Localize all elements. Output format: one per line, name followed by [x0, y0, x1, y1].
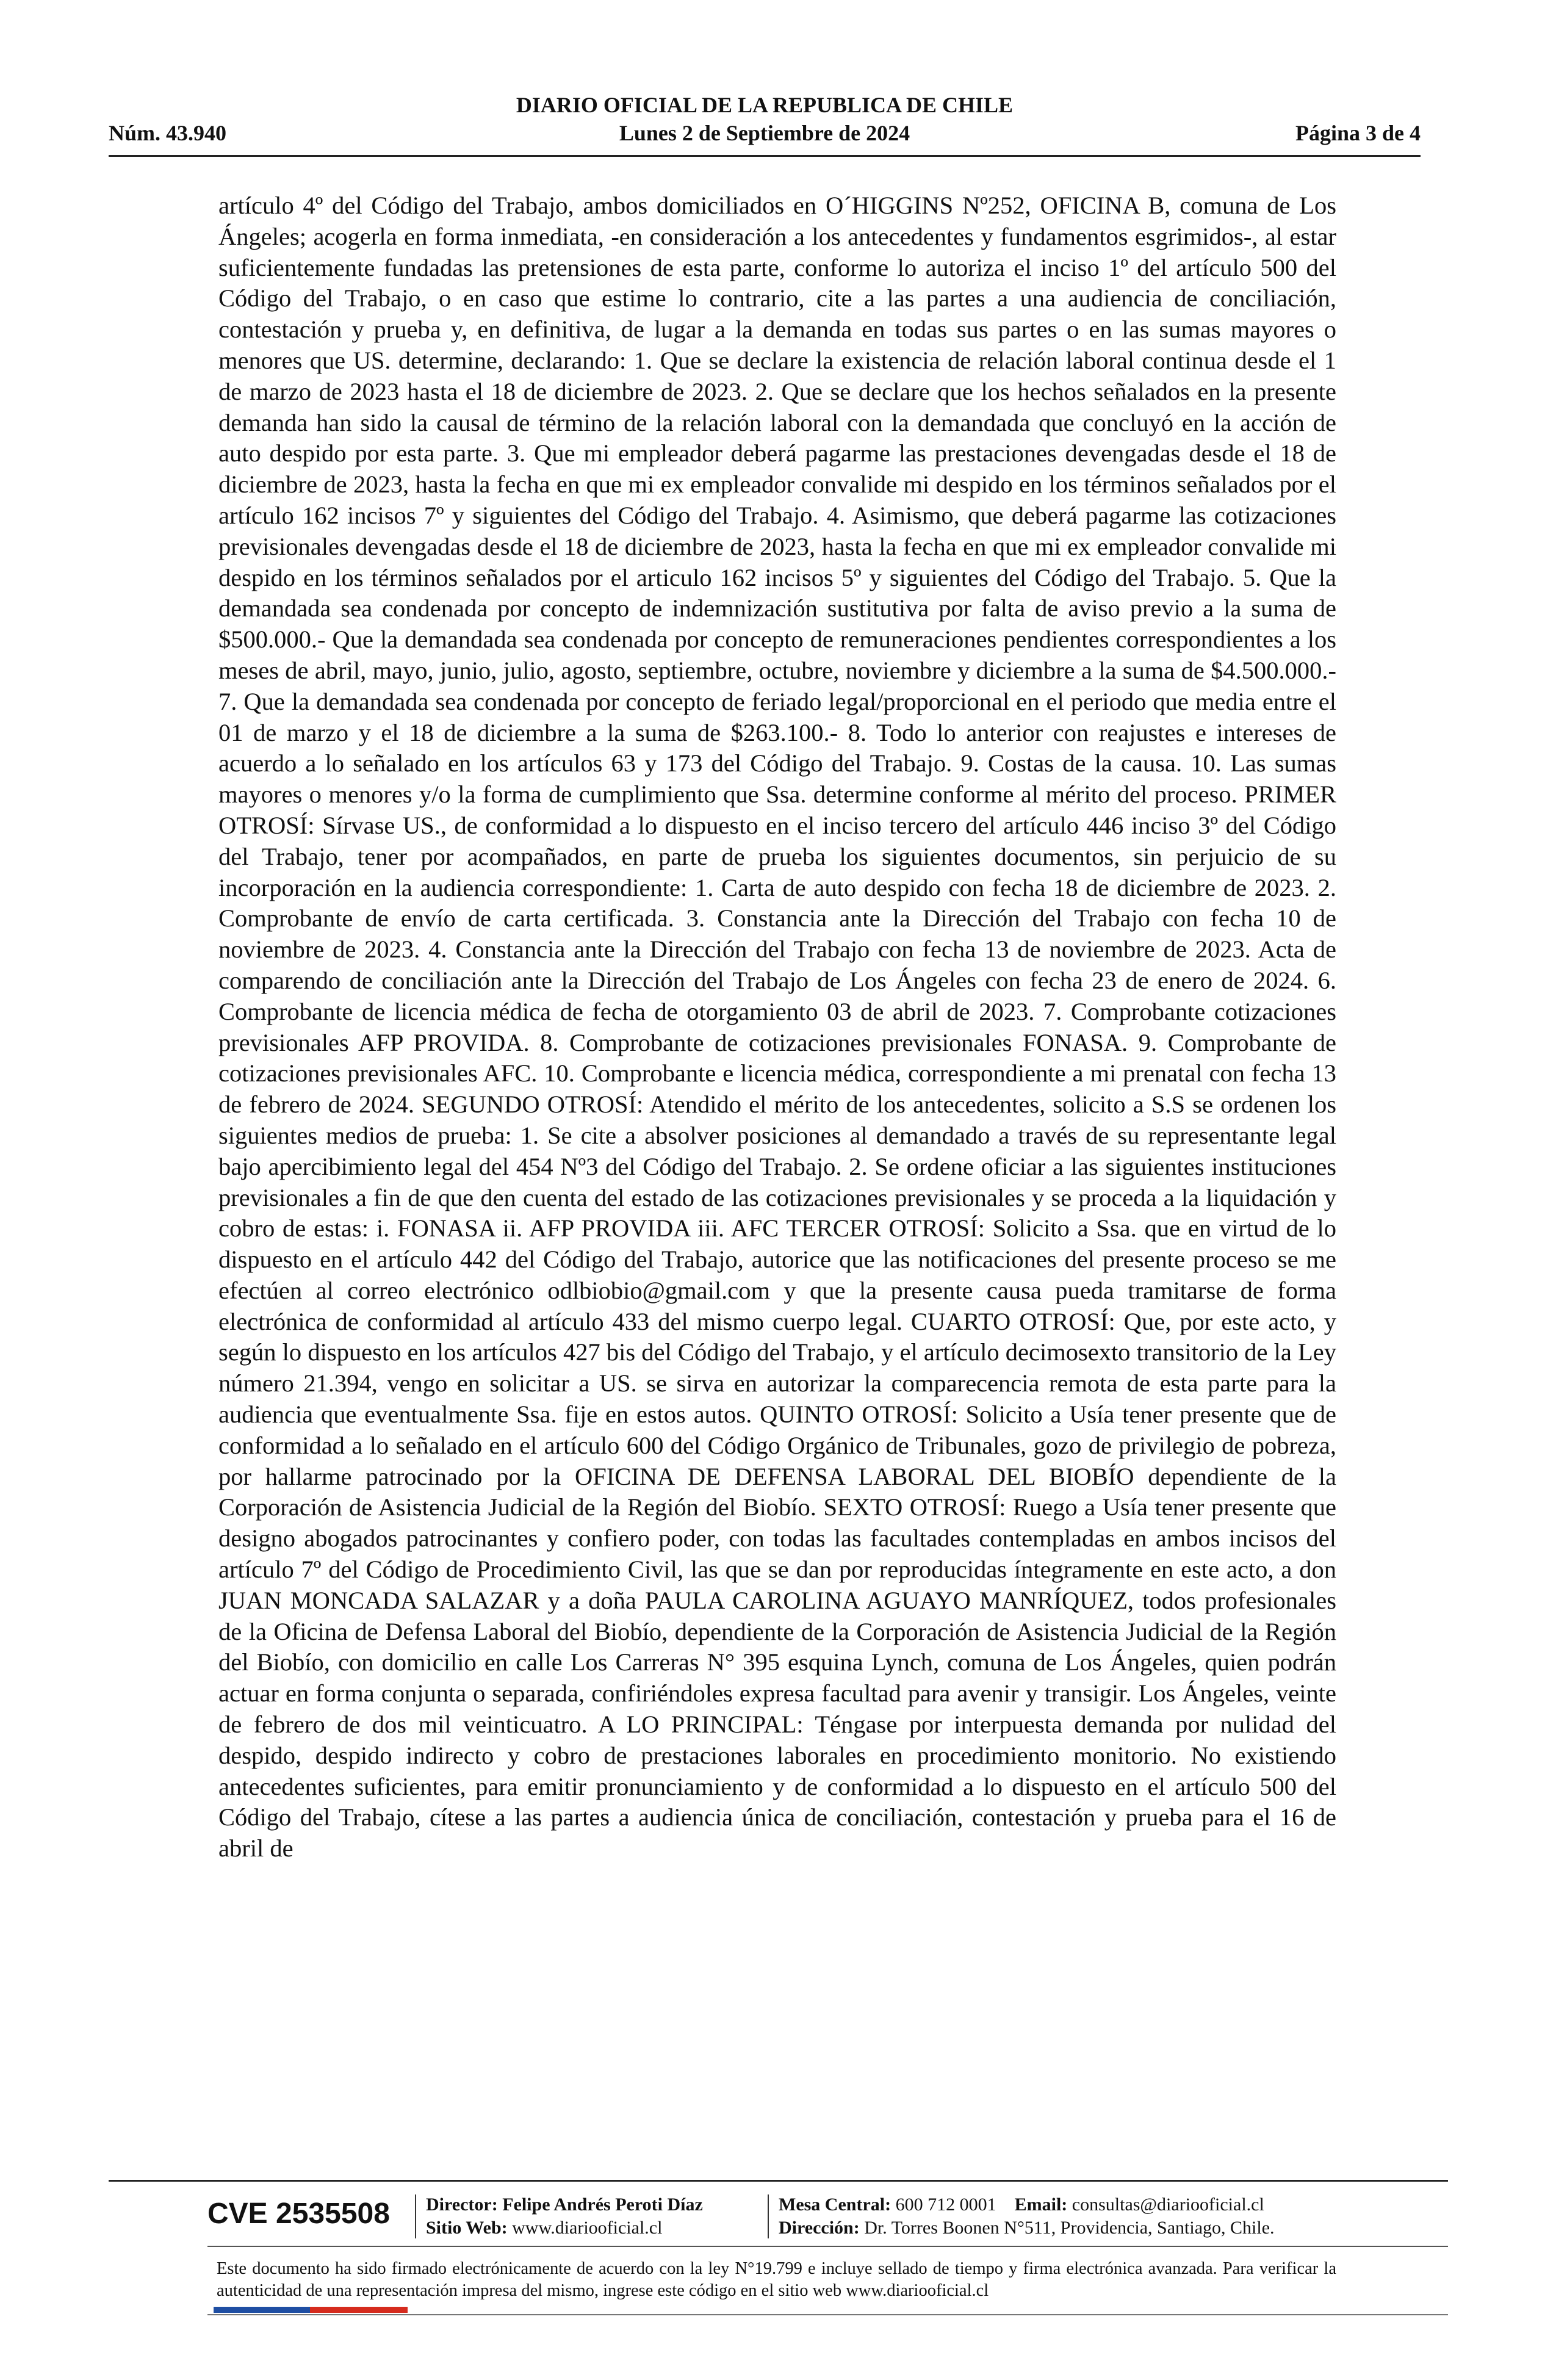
address-line: [779, 2216, 1275, 2240]
flag-red-segment: [310, 2307, 408, 2313]
director-label: Director:: [426, 2194, 498, 2215]
address-value: Dr. Torres Boonen N°511, Providencia, Santiago, Chile.: [864, 2218, 1275, 2238]
flag-blue-segment: [214, 2307, 310, 2313]
footer-inner-divider: [207, 2246, 1448, 2247]
footer-separator: [415, 2194, 416, 2238]
footer-contact-block: [779, 2193, 1275, 2240]
page-indicator: Página 3 de 4: [1295, 121, 1421, 145]
website-label: Sitio Web:: [426, 2218, 508, 2238]
email-link[interactable]: consultas@diariooficial.cl: [1072, 2194, 1264, 2215]
director-line: [426, 2193, 703, 2216]
director-name: Felipe Andrés Peroti Díaz: [502, 2194, 703, 2215]
footer-divider: [109, 2180, 1448, 2182]
cve-code: CVE 2535508: [207, 2198, 390, 2230]
page-header: [109, 92, 1421, 153]
central-phone: 600 712 0001: [895, 2194, 996, 2215]
masthead-title: DIARIO OFICIAL DE LA REPUBLICA DE CHILE: [516, 93, 1014, 117]
header-divider: [109, 155, 1421, 157]
central-label: Mesa Central:: [779, 2194, 891, 2215]
footer-bottom-divider: [207, 2314, 1448, 2315]
email-label: Email:: [1014, 2194, 1068, 2215]
footer-separator: [768, 2194, 769, 2238]
website-line: [426, 2216, 703, 2240]
legal-notice: Este documento ha sido firmado electrónicamente de acuerdo con la ley N°19.799 e incluye sellado de tiempo y firma electrónica avanzada. Para verificar la autenticidad de una representación impresa del mismo, ingrese este código en el sitio web www.diariooficial.cl: [217, 2259, 1336, 2300]
footer-director-block: [426, 2193, 703, 2240]
issue-number: Núm. 43.940: [109, 121, 227, 145]
document-body: artículo 4º del Código del Trabajo, ambos domiciliados en O´HIGGINS Nº252, OFICINA B, comuna de Los Ángeles; acogerla en forma inmediata, -en consideración a los antecedentes y fundamentos esgrimidos-, al estar suficientemente fundadas las pretensiones de esta parte, conforme lo autoriza el inciso 1º del artículo 500 del Código del Trabajo, o en caso que estime lo contrario, cite a las partes a una audiencia de conciliación, contestación y prueba y, en definitiva, de lugar a la demanda en todas sus partes o en las sumas mayores o menores que US. determine, declarando: 1. Que se declare la existencia de relación laboral continua desde el 1 de marzo de 2023 hasta el 18 de diciembre de 2023. 2. Que se declare que los hechos señalados en la presente demanda han sido la causal de término de la relación laboral con la demandada que concluyó en la acción de auto despido por esta parte. 3. Que mi empleador deberá pagarme las prestaciones devengadas desde el 18 de diciembre de 2023, hasta la fecha en que mi ex empleador convalide mi despido en los términos señalados por el artículo 162 incisos 7º y siguientes del Código del Trabajo. 4. Asimismo, que deberá pagarme las cotizaciones previsionales devengadas desde el 18 de diciembre de 2023, hasta la fecha en que mi ex empleador convalide mi despido en los términos señalados por el articulo 162 incisos 5º y siguientes del Código del Trabajo. 5. Que la demandada sea condenada por concepto de indemnización sustitutiva por falta de aviso previo a la suma de $500.000.- Que la demandada sea condenada por concepto de remuneraciones pendientes correspondientes a los meses de abril, mayo, junio, julio, agosto, septiembre, octubre, noviembre y diciembre a la suma de $4.500.000.- 7. Que la demandada sea condenada por concepto de feriado legal/proporcional en el periodo que media entre el 01 de marzo y el 18 de diciembre a la suma de $263.100.- 8. Todo lo anterior con reajustes e intereses de acuerdo a lo señalado en los artículos 63 y 173 del Código del Trabajo. 9. Costas de la causa. 10. Las sumas mayores o menores y/o la forma de cumplimiento que Ssa. determine conforme al mérito del proceso. PRIMER OTROSÍ: Sírvase US., de conformidad a lo dispuesto en el inciso tercero del artículo 446 inciso 3º del Código del Trabajo, tener por acompañados, en parte de prueba los siguientes documentos, sin perjuicio de su incorporación en la audiencia correspondiente: 1. Carta de auto despido con fecha 18 de diciembre de 2023. 2. Comprobante de envío de carta certificada. 3. Constancia ante la Dirección del Trabajo con fecha 10 de noviembre de 2023. 4. Constancia ante la Dirección del Trabajo con fecha 13 de noviembre de 2023. Acta de comparendo de conciliación ante la Dirección del Trabajo de Los Ángeles con fecha 23 de enero de 2024. 6. Comprobante de licencia médica de fecha de otorgamiento 03 de abril de 2023. 7. Comprobante cotizaciones previsionales AFP PROVIDA. 8. Comprobante de cotizaciones previsionales FONASA. 9. Comprobante de cotizaciones previsionales AFC. 10. Comprobante e licencia médica, correspondiente a mi prenatal con fecha 13 de febrero de 2024. SEGUNDO OTROSÍ: Atendido el mérito de los antecedentes, solicito a S.S se ordenen los siguientes medios de prueba: 1. Se cite a absolver posiciones al demandado a través de su representante legal bajo apercibimiento legal del 454 Nº3 del Código del Trabajo. 2. Se ordene oficiar a las siguientes instituciones previsionales a fin de que den cuenta del estado de las cotizaciones previsionales y se proceda a la liquidación y cobro de estas: i. FONASA ii. AFP PROVIDA iii. AFC TERCER OTROSÍ: Solicito a Ssa. que en virtud de lo dispuesto en el artículo 442 del Código del Trabajo, autorice que las notificaciones del presente proceso se me efectúen al correo electrónico odlbiobio@gmail.com y que la presente causa pueda tramitarse de forma electrónica de conformidad al artículo 433 del mismo cuerpo legal. CUARTO OTROSÍ: Que, por este acto, y según lo dispuesto en los artículos 427 bis del Código del Trabajo, y el artículo decimosexto transitorio de la Ley número 21.394, vengo en solicitar a US. se sirva en autorizar la comparecencia remota de esta parte para la audiencia que eventualmente Ssa. fije en estos autos. QUINTO OTROSÍ: Solicito a Usía tener presente que de conformidad a lo señalado en el artículo 600 del Código Orgánico de Tribunales, gozo de privilegio de pobreza, por hallarme patrocinado por la OFICINA DE DEFENSA LABORAL DEL BIOBÍO dependiente de la Corporación de Asistencia Judicial de la Región del Biobío. SEXTO OTROSÍ: Ruego a Usía tener presente que designo abogados patrocinantes y confiero poder, con todas las facultades contempladas en ambos incisos del artículo 7º del Código de Procedimiento Civil, las que se dan por reproducidas íntegramente en este acto, a don JUAN MONCADA SALAZAR y a doña PAULA CAROLINA AGUAYO MANRÍQUEZ, todos profesionales de la Oficina de Defensa Laboral del Biobío, dependiente de la Corporación de Asistencia Judicial de la Región del Biobío, con domicilio en calle Los Carreras N° 395 esquina Lynch, comuna de Los Ángeles, quien podrán actuar en forma conjunta o separada, confiriéndoles expresa facultad para avenir y transigir. Los Ángeles, veinte de febrero de dos mil veinticuatro. A LO PRINCIPAL: Téngase por interpuesta demanda por nulidad del despido, despido indirecto y cobro de prestaciones laborales en procedimiento monitorio. No existiendo antecedentes suficientes, para emitir pronunciamiento y de conformidad a lo dispuesto en el artículo 500 del Código del Trabajo, cítese a las partes a audiencia única de conciliación, contestación y prueba para el 16 de abril de: [218, 192, 1336, 1863]
contact-line: [779, 2193, 1275, 2216]
issue-date: Lunes 2 de Septiembre de 2024: [619, 121, 910, 145]
address-label: Dirección:: [779, 2218, 860, 2238]
website-link[interactable]: www.diariooficial.cl: [512, 2218, 663, 2238]
flag-stripe: [214, 2307, 408, 2313]
